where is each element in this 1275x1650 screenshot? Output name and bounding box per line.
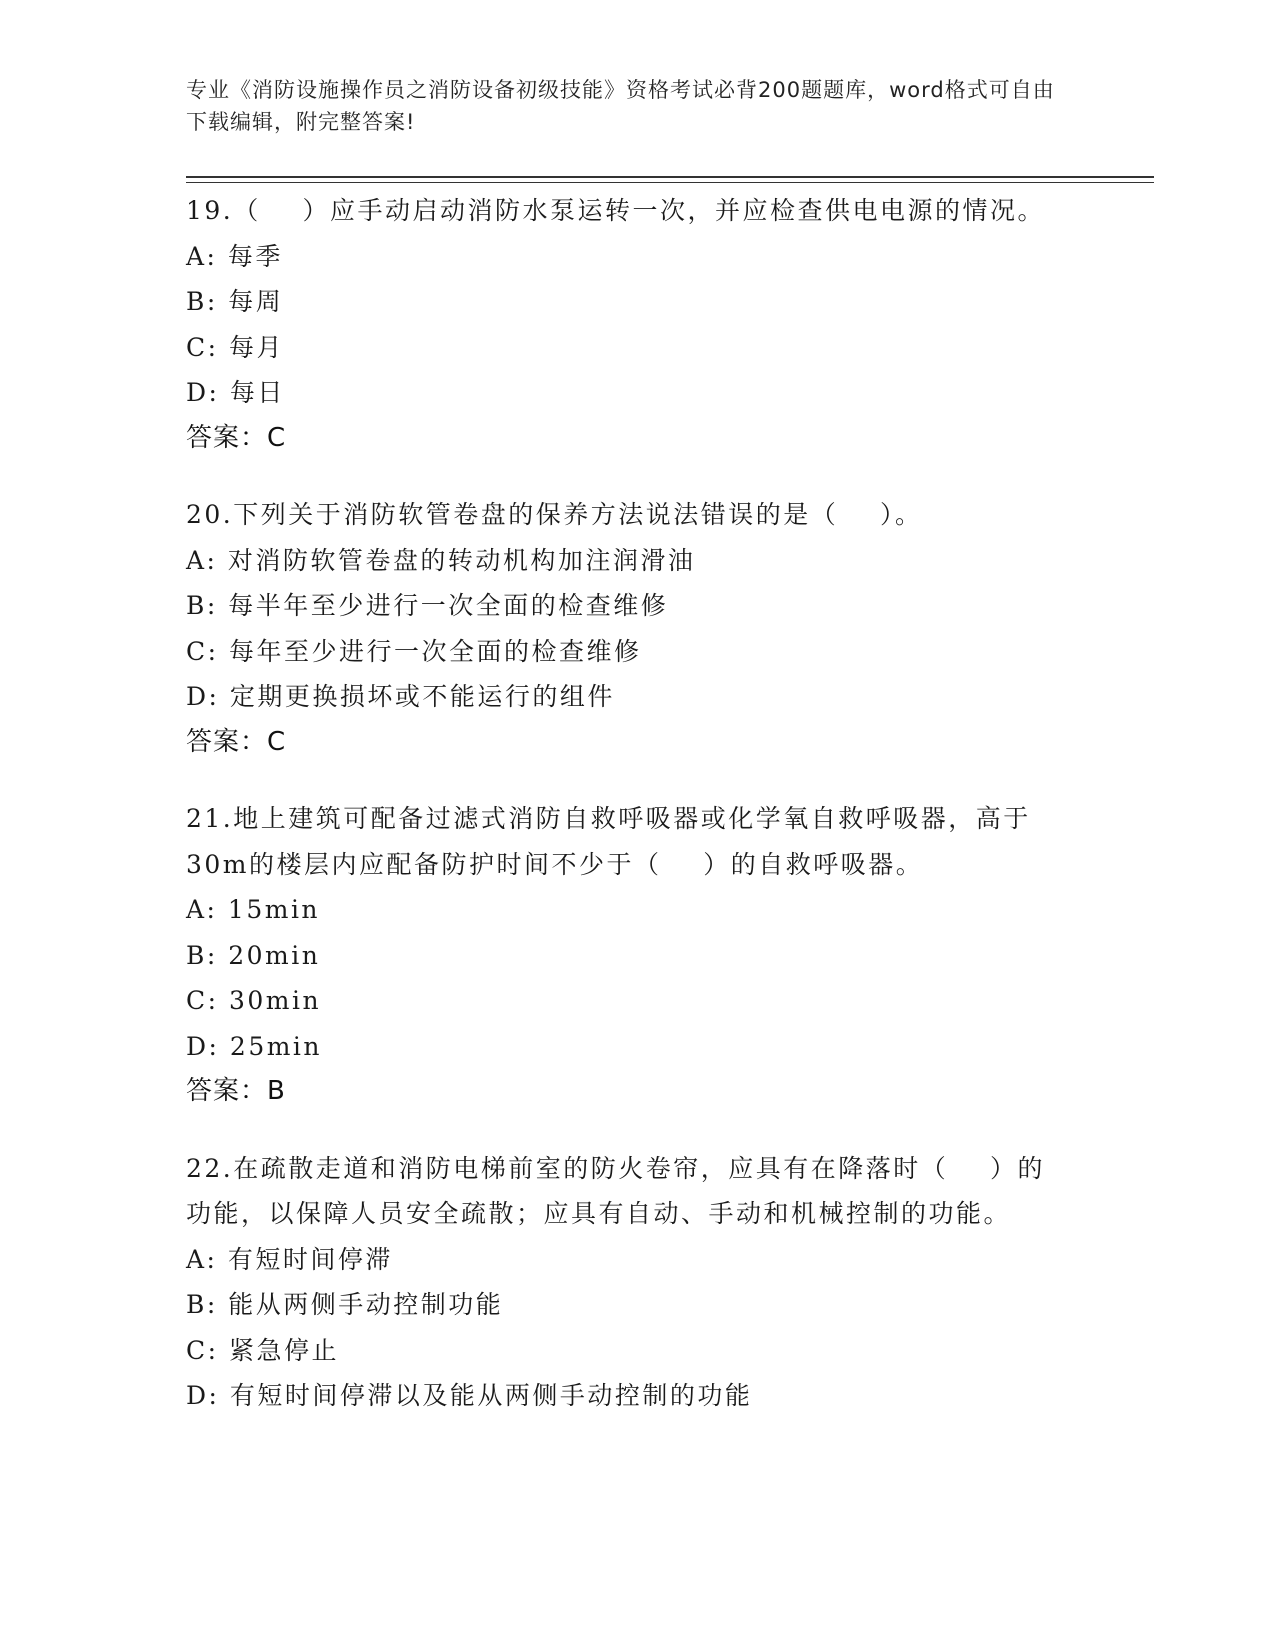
answer-option: C: 紧急停止 [186, 1335, 339, 1365]
question-stem: 22.在疏散走道和消防电梯前室的防火卷帘，应具有在降落时（ ）的 [186, 1153, 1046, 1183]
answer-option: D: 每日 [186, 378, 285, 407]
answer-key: 答案：B [186, 1076, 286, 1106]
question-list [186, 188, 1086, 1450]
answer-option: B: 20min [186, 940, 321, 970]
question-stem: 功能，以保障人员安全疏散；应具有自动、手动和机械控制的功能。 [186, 1199, 1012, 1228]
question-block [186, 492, 1086, 765]
question-stem: 30m的楼层内应配备防护时间不少于（ ）的自救呼吸器。 [186, 849, 924, 879]
answer-option: B: 能从两侧手动控制功能 [186, 1290, 504, 1319]
question-stem: 19.（ ）应手动启动消防水泵运转一次，并应检查供电电源的情况。 [186, 196, 1046, 225]
document-header: 专业《消防设施操作员之消防设备初级技能》资格考试必背200题题库，word格式可自由下载编辑，附完整答案! [186, 78, 1055, 134]
question-stem: 21.地上建筑可配备过滤式消防自救呼吸器或化学氧自救呼吸器，高于 [186, 804, 1031, 833]
header-divider-thick [186, 176, 1154, 178]
question-block [186, 188, 1086, 461]
answer-option: C: 每月 [186, 332, 284, 362]
answer-key: 答案：C [186, 422, 287, 453]
question-block [186, 1146, 1086, 1419]
answer-option: A: 15min [186, 895, 321, 924]
answer-option: D: 有短时间停滞以及能从两侧手动控制的功能 [186, 1381, 753, 1410]
answer-option: B: 每周 [186, 287, 284, 316]
answer-option: C: 每年至少进行一次全面的检查维修 [186, 636, 642, 666]
answer-option: D: 25min [186, 1031, 323, 1061]
answer-option: A: 对消防软管卷盘的转动机构加注润滑油 [186, 545, 696, 575]
question-block [186, 796, 1086, 1115]
answer-key: 答案：C [186, 726, 287, 757]
header-divider-thin [186, 182, 1154, 183]
answer-option: A: 每季 [186, 241, 283, 271]
question-stem: 20.下列关于消防软管卷盘的保养方法说法错误的是（ ）。 [186, 500, 923, 529]
answer-option: B: 每半年至少进行一次全面的检查维修 [186, 591, 669, 620]
answer-option: C: 30min [186, 986, 322, 1015]
answer-option: D: 定期更换损坏或不能运行的组件 [186, 682, 615, 711]
answer-option: A: 有短时间停滞 [186, 1244, 393, 1274]
